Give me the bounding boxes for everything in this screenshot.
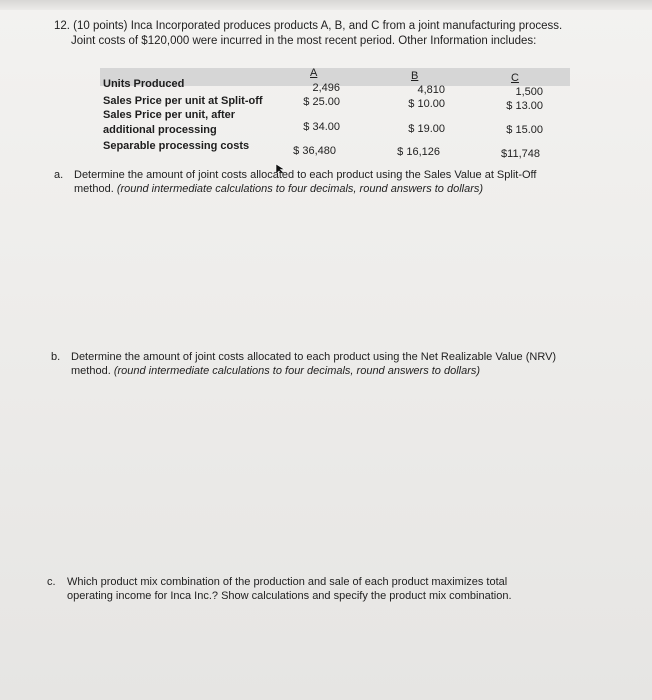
part-b-line-2 bbox=[71, 364, 591, 378]
cell-units-a: 2,496 bbox=[312, 82, 340, 94]
cell-after-a: $ 34.00 bbox=[303, 121, 340, 133]
part-a-line-2 bbox=[74, 182, 594, 196]
page-fold-shadow bbox=[0, 0, 652, 10]
part-c bbox=[47, 575, 607, 605]
part-a-method: method. bbox=[74, 183, 117, 195]
part-c-line-2: operating income for Inca Inc.? Show calculations and specify the product mix combination. bbox=[67, 590, 512, 602]
part-c-marker: c. bbox=[47, 576, 56, 588]
column-header-a: A bbox=[310, 67, 318, 79]
cell-after-c: $ 15.00 bbox=[506, 124, 543, 136]
question-line-1: 12. (10 points) Inca Incorporated produces products A, B, and C from a joint manufacturing process. bbox=[54, 20, 563, 32]
cell-units-b: 4,810 bbox=[417, 84, 445, 96]
row-label-separable-costs: Separable processing costs bbox=[103, 140, 250, 152]
part-a-marker: a. bbox=[54, 169, 64, 181]
part-b-rounding-note: (round intermediate calculations to four decimals, round answers to dollars) bbox=[113, 365, 481, 377]
column-header-c: C bbox=[511, 72, 519, 84]
info-table bbox=[100, 65, 570, 160]
cell-split-off-c: $ 13.00 bbox=[506, 100, 543, 112]
row-label-split-off-price: Sales Price per unit at Split-off bbox=[103, 95, 263, 107]
cell-split-off-a: $ 25.00 bbox=[303, 96, 340, 108]
column-header-b: B bbox=[411, 70, 419, 82]
cell-separable-a: $ 36,480 bbox=[293, 145, 336, 157]
cell-after-b: $ 19.00 bbox=[408, 123, 445, 135]
part-a-rounding-note: (round intermediate calculations to four decimals, round answers to dollars) bbox=[116, 183, 484, 195]
row-label-units: Units Produced bbox=[103, 78, 185, 90]
part-b-line-1: Determine the amount of joint costs allocated to each product using the Net Realizable Value (NRV) bbox=[71, 351, 557, 363]
row-label-after-price-line2: additional processing bbox=[103, 124, 217, 136]
row-label-after-price: Sales Price per unit, after bbox=[103, 109, 236, 121]
cell-split-off-b: $ 10.00 bbox=[408, 98, 445, 110]
part-a bbox=[54, 168, 614, 198]
part-b bbox=[51, 350, 611, 380]
part-a-line-1: Determine the amount of joint costs allocated to each product using the Sales Value at Split-Off bbox=[74, 169, 537, 181]
question-line-2: Joint costs of $120,000 were incurred in the most recent period. Other Information includes: bbox=[71, 35, 537, 47]
cell-separable-c: $11,748 bbox=[501, 148, 540, 160]
cell-separable-b: $ 16,126 bbox=[397, 146, 440, 158]
question-header bbox=[54, 19, 614, 49]
part-b-marker: b. bbox=[51, 351, 61, 363]
part-b-method: method. bbox=[71, 365, 114, 377]
part-c-line-1: Which product mix combination of the production and sale of each product maximizes total bbox=[67, 576, 508, 588]
cell-units-c: 1,500 bbox=[515, 86, 543, 98]
